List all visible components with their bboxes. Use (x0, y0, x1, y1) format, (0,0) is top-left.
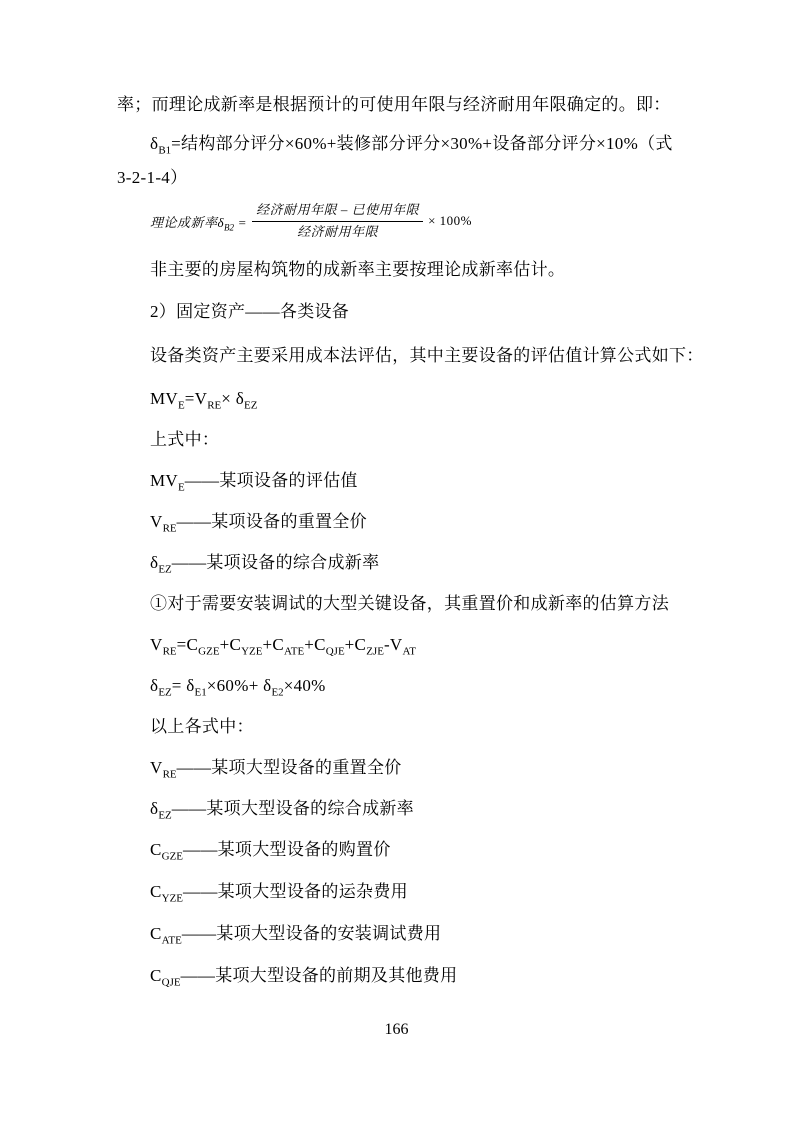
heading-fixed-assets-equipment: 2）固定资产——各类设备 (150, 302, 350, 321)
def-large-v-re: $V_{RE}——$某项大型设备的重置全价 (150, 758, 402, 781)
def-large-delta-ez: $\delta_{EZ}——$某项大型设备的综合成新率 (150, 799, 414, 822)
formula-lhs: 理论成新率$\delta_{B2}$ = (150, 214, 248, 233)
label-in-above-formulas: 以上各式中： (150, 717, 254, 736)
page-content (117, 84, 733, 997)
page-number: 166 (384, 1021, 409, 1038)
formula-delta-b1: $\delta_{B1}=$结构部分评分×60%+装修部分评分×30%+设备部分评分×10%（式 (150, 134, 673, 157)
def-c-yze: $C_{YZE}——$某项大型设备的运杂费用 (150, 882, 408, 905)
formula-suffix: × 100% (428, 213, 473, 228)
fraction (252, 201, 423, 242)
formula-v-re-components: $V_{RE}=C_{GZE}+C_{YZE}+C_{ATE}+C_{QJE}+C_{ZJE}-V_{AT}$ (150, 635, 416, 658)
para-large-equipment-method: ①对于需要安装调试的大型关键设备，其重置价和成新率的估算方法 (150, 594, 669, 613)
para-equipment-cost-method: 设备类资产主要采用成本法评估，其中主要设备的评估值计算公式如下： (150, 346, 704, 365)
def-mv-e: $MV_E——$某项设备的评估值 (150, 471, 358, 494)
formula-theoretical-newness-rate (117, 193, 733, 249)
formula-mv-e: $MV_E=V_{RE}\times \delta_{EZ}$ (150, 389, 258, 412)
para-theory-rate-continuation: 率；而理论成新率是根据预计的可使用年限与经济耐用年限确定的。即： (117, 95, 671, 114)
formula-delta-ez-weighted: $\delta_{EZ}= \delta_{E1}\times 60\%+ \delta_{E2}\times 40\%$ (150, 676, 326, 699)
para-non-major-buildings: 非主要的房屋构筑物的成新率主要按理论成新率估计。 (150, 260, 566, 279)
def-v-re: $V_{RE}——$某项设备的重置全价 (150, 512, 367, 535)
def-c-gze: $C_{GZE}——$某项大型设备的购置价 (150, 840, 391, 863)
def-delta-ez: $\delta_{EZ}——$某项设备的综合成新率 (150, 553, 380, 576)
label-in-above-formula: 上式中： (150, 430, 220, 449)
def-c-ate: $C_{ATE}——$某项大型设备的安装调试费用 (150, 924, 442, 947)
formula-ref-3-2-1-4: 3-2-1-4） (117, 168, 188, 187)
fraction-denominator: 经济耐用年限 (297, 223, 379, 239)
def-c-qje: $C_{QJE}——$某项大型设备的前期及其他费用 (150, 966, 458, 989)
fraction-numerator: 经济耐用年限 – 已使用年限 (252, 201, 423, 222)
